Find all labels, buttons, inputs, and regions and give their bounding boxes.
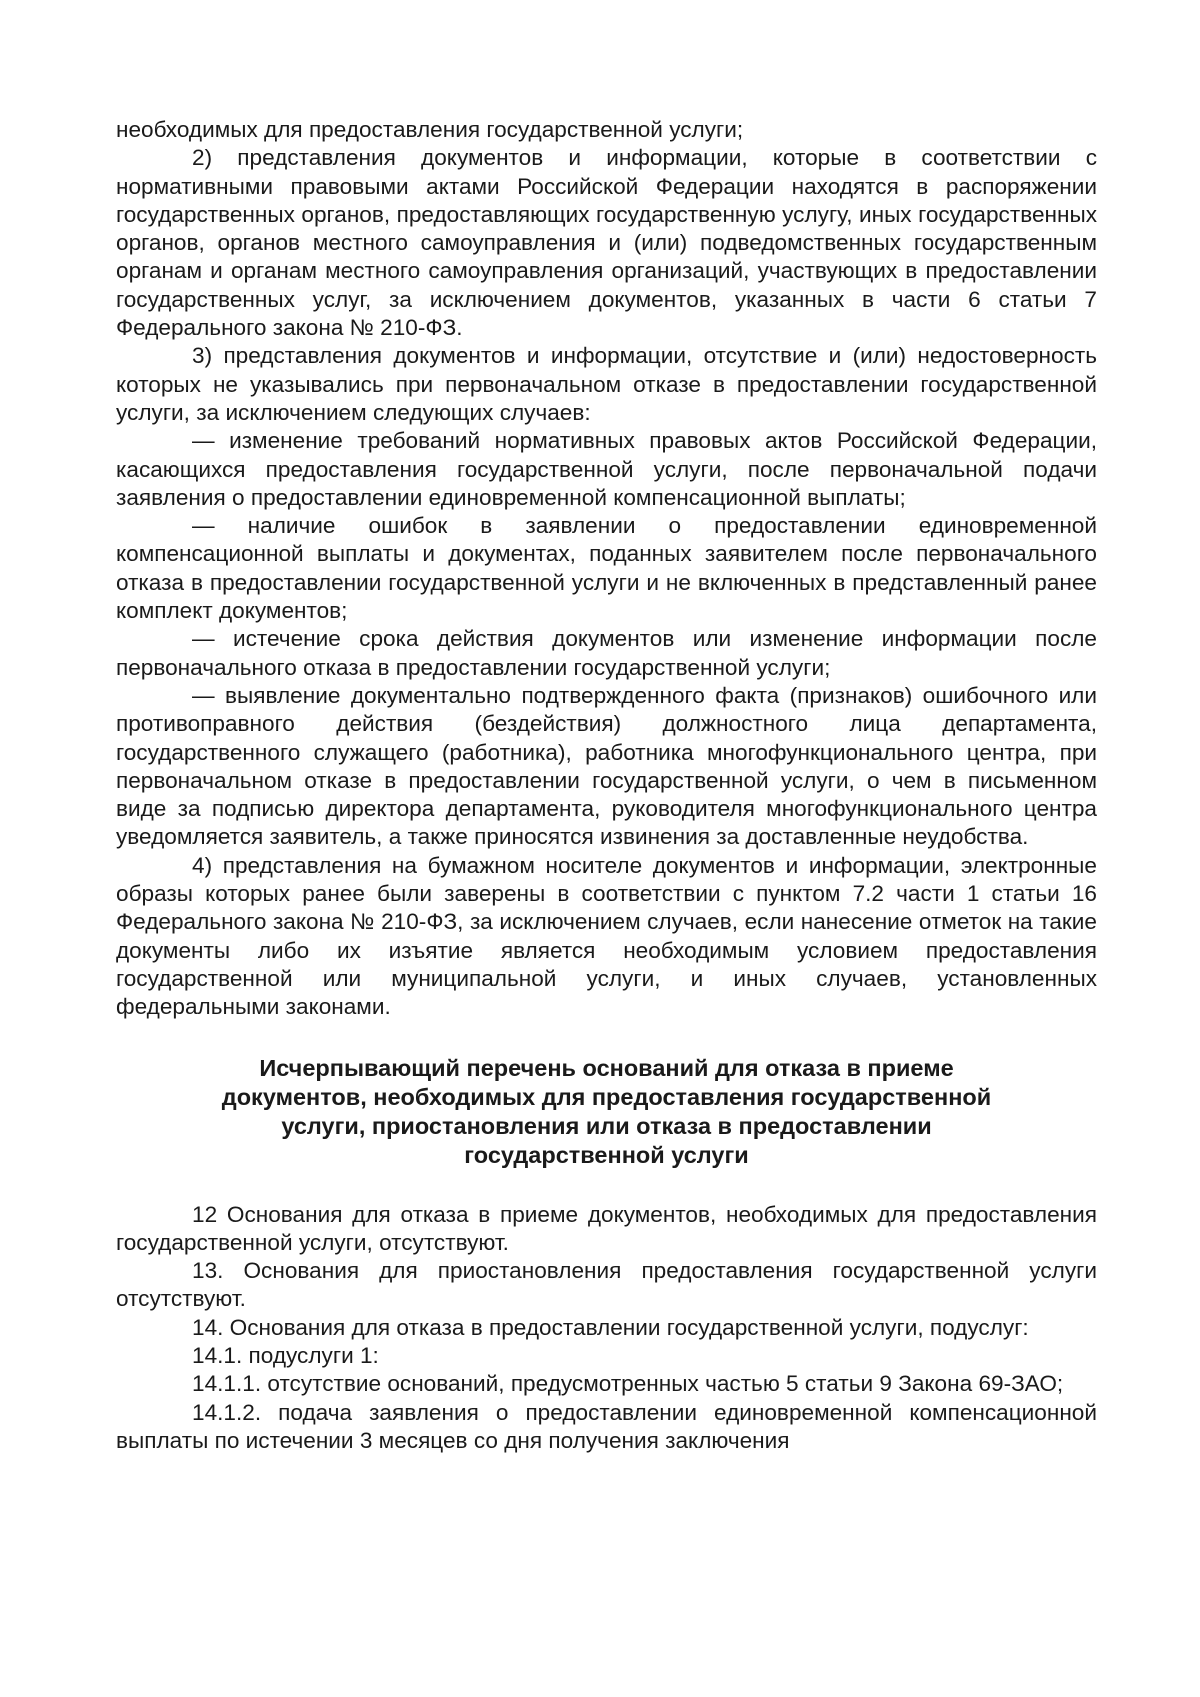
document-body: [116, 116, 1097, 1455]
paragraph-dash-4: — выявление документально подтвержденного факта (признаков) ошибочного или противоправного действия (бездействия) должностного лица департамента, государственного служащего (работника), работника многофункционального центра, при первоначальном отказе в предоставлении государственной услуги, о чем в письменном виде за подписью директора департамента, руководителя многофункционального центра уведомляется заявитель, а также приносятся извинения за доставленные неудобства.: [116, 682, 1097, 850]
heading-line-3: услуги, приостановления или отказа в предоставлении: [281, 1112, 932, 1139]
heading-line-4: государственной услуги: [464, 1141, 749, 1168]
paragraph-dash-3: — истечение срока действия документов или изменение информации после первоначального отказа в предоставлении государственной услуги;: [116, 626, 1097, 680]
paragraph-clause-12: 12 Основания для отказа в приеме документов, необходимых для предоставления государственной услуги, отсутствуют.: [116, 1201, 1097, 1255]
paragraph-clause-14-1-2: 14.1.2. подача заявления о предоставлении единовременной компенсационной выплаты по истечении 3 месяцев со дня получения заключения: [116, 1399, 1097, 1453]
paragraph-item-3: 3) представления документов и информации, отсутствие и (или) недостоверность которых не указывались при первоначальном отказе в предоставлении государственной услуги, за исключением следующих случаев:: [116, 343, 1097, 425]
paragraph-clause-13: 13. Основания для приостановления предоставления государственной услуги отсутствуют.: [116, 1258, 1097, 1312]
section-heading: [116, 1054, 1097, 1170]
paragraph-dash-1: — изменение требований нормативных правовых актов Российской Федерации, касающихся предоставления государственной услуги, после первоначальной подачи заявления о предоставлении единовременной компенсационной выплаты;: [116, 428, 1097, 510]
paragraph-clause-14: 14. Основания для отказа в предоставлении государственной услуги, подуслуг:: [192, 1314, 1029, 1340]
paragraph-continuation: необходимых для предоставления государственной услуги;: [116, 117, 744, 142]
heading-line-2: документов, необходимых для предоставления государственной: [221, 1083, 992, 1110]
paragraph-item-2: 2) представления документов и информации, которые в соответствии с нормативными правовыми актами Российской Федерации находятся в распоряжении государственных органов, предоставляющих государственную услугу, иных государственных органов, органов местного самоуправления и (или) подведомственных государственным органам и органам местного самоуправления организаций, участвующих в предоставлении государственных услуг, за исключением документов, указанных в части 6 статьи 7 Федерального закона № 210-ФЗ.: [116, 145, 1097, 341]
paragraph-item-4: 4) представления на бумажном носителе документов и информации, электронные образы которых ранее были заверены в соответствии с пунктом 7.2 части 1 статьи 16 Федерального закона № 210-ФЗ, за исключением случаев, если нанесение отметок на такие документы либо их изъятие является необходимым условием предоставления государственной или муниципальной услуги, и иных случаев, установленных федеральными законами.: [116, 852, 1097, 1020]
paragraph-clause-14-1: 14.1. подуслуги 1:: [192, 1342, 379, 1368]
paragraph-clause-14-1-1: 14.1.1. отсутствие оснований, предусмотренных частью 5 статьи 9 Закона 69-ЗАО;: [192, 1371, 1064, 1397]
heading-line-1: Исчерпывающий перечень оснований для отказа в приеме: [259, 1054, 954, 1081]
paragraph-dash-2: — наличие ошибок в заявлении о предоставлении единовременной компенсационной выплаты и документах, поданных заявителем после первоначального отказа в предоставлении государственной услуги и не включенных в представленный ранее комплект документов;: [116, 513, 1097, 624]
